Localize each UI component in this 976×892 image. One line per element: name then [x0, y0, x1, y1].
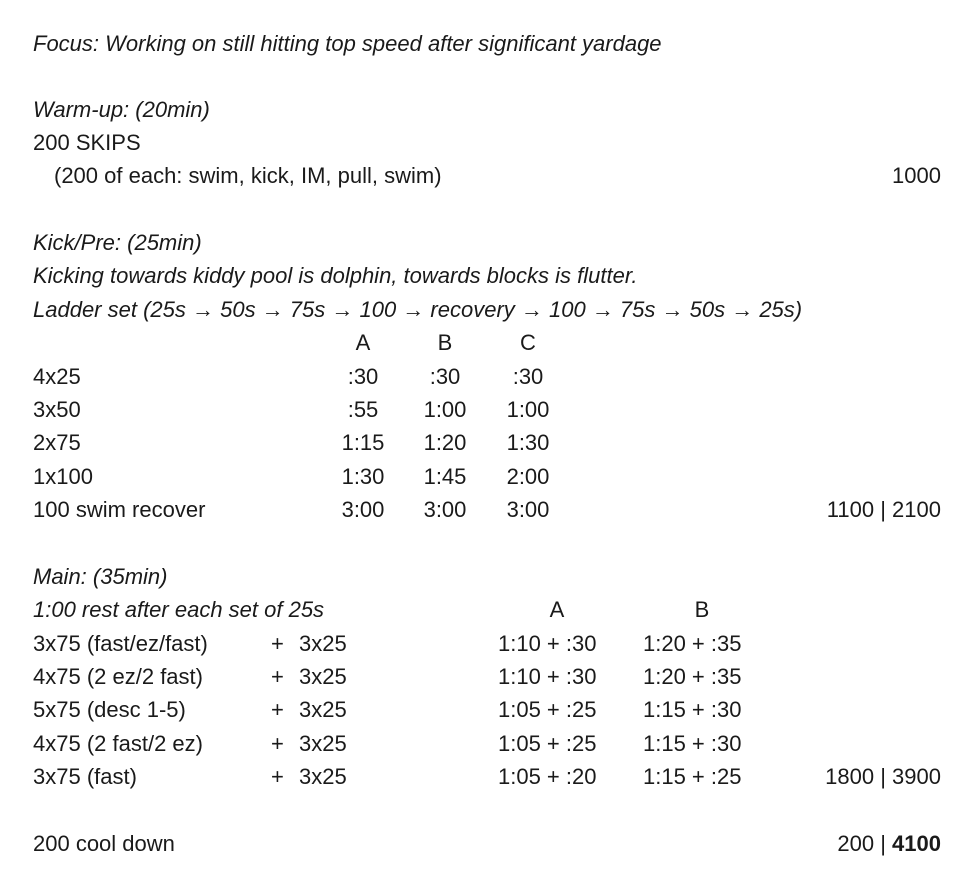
kick-row-c: 2:00 — [506, 464, 550, 489]
kick-row-label: 4x25 — [33, 364, 81, 389]
main-row-label: 4x75 (2 fast/2 ez) — [33, 731, 203, 756]
main-row-a: 1:10 + :30 — [498, 631, 597, 656]
kick-row-a: 1:15 — [341, 430, 385, 455]
main-row-b: 1:15 + :30 — [643, 731, 742, 756]
main-row-a: 1:05 + :20 — [498, 764, 597, 789]
warmup-line-2: (200 of each: swim, kick, IM, pull, swim) — [54, 163, 442, 188]
main-row-plus: + — [271, 731, 284, 756]
kick-col-header-b: B — [437, 330, 453, 355]
main-row-set: 3x25 — [299, 697, 347, 722]
main-row-set: 3x25 — [299, 731, 347, 756]
kick-row-a: 3:00 — [341, 497, 385, 522]
kick-row-c: 1:30 — [506, 430, 550, 455]
kick-row-label: 1x100 — [33, 464, 93, 489]
main-row-b: 1:20 + :35 — [643, 664, 742, 689]
main-row-plus: + — [271, 697, 284, 722]
main-row-a: 1:05 + :25 — [498, 731, 597, 756]
kick-row-label: 3x50 — [33, 397, 81, 422]
kick-row-b: 3:00 — [423, 497, 467, 522]
kick-row-label: 100 swim recover — [33, 497, 206, 522]
main-row-label: 4x75 (2 ez/2 fast) — [33, 664, 203, 689]
main-row-set: 3x25 — [299, 764, 347, 789]
kick-note: Kicking towards kiddy pool is dolphin, towards blocks is flutter. — [33, 263, 638, 288]
kick-row-label: 2x75 — [33, 430, 81, 455]
kick-row-b: 1:45 — [423, 464, 467, 489]
kick-row-a: :55 — [347, 397, 379, 422]
main-row-plus: + — [271, 664, 284, 689]
main-row-label: 5x75 (desc 1-5) — [33, 697, 186, 722]
main-row-a: 1:10 + :30 — [498, 664, 597, 689]
main-row-b: 1:20 + :35 — [643, 631, 742, 656]
kick-row-a: 1:30 — [341, 464, 385, 489]
main-note: 1:00 rest after each set of 25s — [33, 597, 325, 622]
kick-row-b: :30 — [429, 364, 461, 389]
main-row-set: 3x25 — [299, 631, 347, 656]
main-row-plus: + — [271, 764, 284, 789]
focus-line: Focus: Working on still hitting top speed after significant yardage — [33, 31, 662, 56]
kick-row-a: :30 — [347, 364, 379, 389]
warmup-heading: Warm-up: (20min) — [33, 97, 210, 122]
kick-row-c: 3:00 — [506, 497, 550, 522]
main-col-header-a: A — [549, 597, 565, 622]
cooldown-line: 200 cool down — [33, 831, 175, 856]
main-row-set: 3x25 — [299, 664, 347, 689]
main-row-label: 3x75 (fast) — [33, 764, 137, 789]
main-row-b: 1:15 + :25 — [643, 764, 742, 789]
kick-row-b: 1:20 — [423, 430, 467, 455]
kick-col-header-c: C — [520, 330, 536, 355]
main-col-header-b: B — [694, 597, 710, 622]
kick-total: 1100 | 2100 — [826, 497, 941, 522]
kick-heading: Kick/Pre: (25min) — [33, 230, 202, 255]
main-row-plus: + — [271, 631, 284, 656]
kick-row-b: 1:00 — [423, 397, 467, 422]
kick-row-c: 1:00 — [506, 397, 550, 422]
grand-total: 4100 — [892, 831, 941, 856]
warmup-total: 1000 — [892, 163, 941, 188]
main-total: 1800 | 3900 — [825, 764, 941, 789]
warmup-line-1: 200 SKIPS — [33, 130, 141, 155]
kick-col-header-a: A — [355, 330, 371, 355]
main-heading: Main: (35min) — [33, 564, 168, 589]
kick-row-c: :30 — [512, 364, 544, 389]
cooldown-total — [837, 830, 941, 858]
main-row-b: 1:15 + :30 — [643, 697, 742, 722]
kick-ladder-line: Ladder set (25s → 50s → 75s → 100 → recovery → 100 → 75s → 50s → 25s) — [33, 297, 803, 322]
main-row-a: 1:05 + :25 — [498, 697, 597, 722]
cooldown-total-prefix: 200 | — [837, 831, 893, 856]
main-row-label: 3x75 (fast/ez/fast) — [33, 631, 208, 656]
